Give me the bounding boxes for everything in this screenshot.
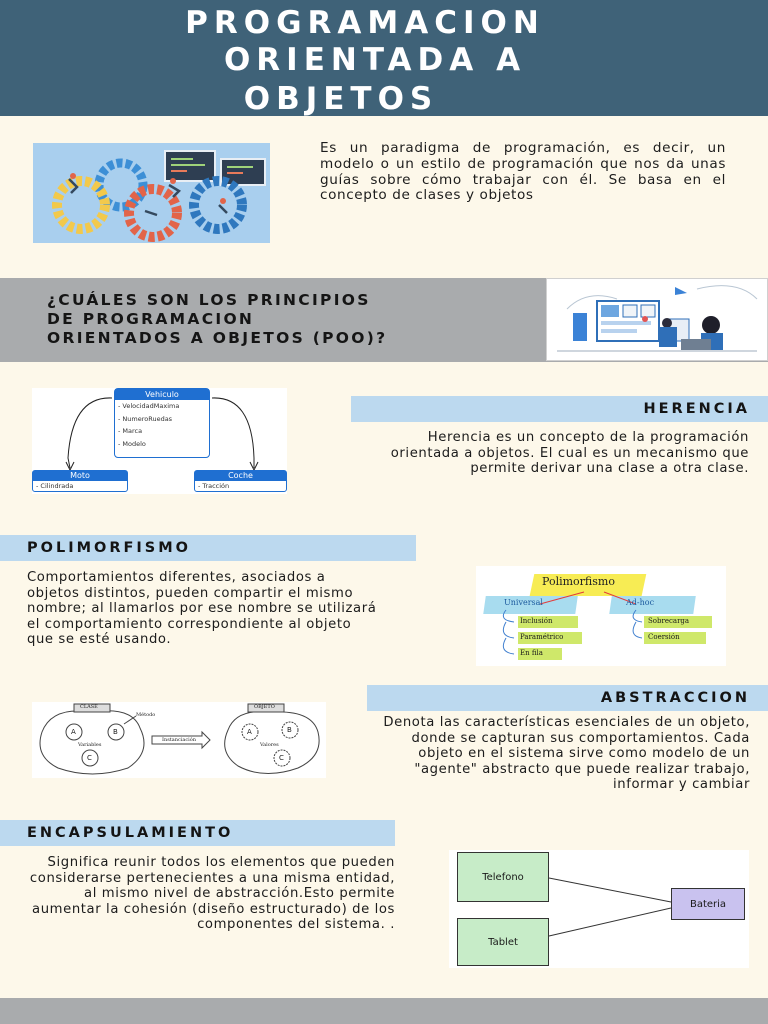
- page-title-line-1: PROGRAMACION: [185, 5, 545, 41]
- abstraction-values-label: Valores: [260, 742, 279, 748]
- abstraction-variables-label: Variables: [78, 742, 102, 748]
- herencia-heading: HERENCIA: [643, 401, 750, 417]
- abstraccion-paragraph: Denota las características esenciales de un objeto, donde se capturan sus comportamientos. Cada objeto en el sistema sirve como modelo de un "agente" abstracto que puede realizar trabajo, informar y cambiar: [383, 715, 750, 792]
- polymorphism-adhoc: Ad-hoc: [626, 598, 655, 607]
- polimorfismo-heading: POLIMORFISMO: [27, 540, 192, 556]
- uml-class-moto: [32, 470, 128, 492]
- abstraction-objeto-label: OBJETO: [254, 704, 275, 710]
- principles-question-line-1: ¿CUÁLES SON LOS PRINCIPIOS: [47, 291, 371, 309]
- abstraction-node: C: [87, 754, 92, 762]
- abstraccion-heading-bar: [367, 685, 768, 711]
- encapsulation-box-telefono: Telefono: [457, 852, 549, 902]
- abstraction-node: A: [71, 728, 76, 736]
- polymorphism-item: Paramétrico: [520, 633, 564, 641]
- encapsulamiento-paragraph: Significa reunir todos los elementos que pueden considerarse pertenecientes a una misma entidad, al mismo nivel de abstracción.Esto permite aumentar la cohesión (diseño estructurado) de los componentes del sistema. .: [29, 855, 395, 932]
- encapsulation-box-tablet: Tablet: [457, 918, 549, 966]
- footer-bar: [0, 998, 768, 1024]
- encapsulamiento-heading: ENCAPSULAMIENTO: [27, 825, 234, 841]
- page-title-line-2: ORIENTADA A: [223, 42, 527, 78]
- developers-illustration: [546, 278, 768, 361]
- polymorphism-item: En fila: [520, 649, 543, 657]
- intro-paragraph: Es un paradigma de programación, es decir, un modelo o un estilo de programación que nos da unas guías sobre cómo trabajar con él. Se basa en el concepto de clases y objetos: [320, 140, 726, 204]
- principles-question: [47, 291, 527, 348]
- gears-illustration: [33, 143, 270, 243]
- abstraction-node: A: [247, 728, 252, 736]
- page-title-line-3: OBJETOS: [243, 81, 439, 117]
- abstraction-arrow-label: Instanciación: [162, 737, 196, 743]
- polimorfismo-paragraph: Comportamientos diferentes, asociados a objetos distintos, pueden compartir el mismo nombre; al llamarlos por ese nombre se utilizará el comportamiento correspondiente al objeto que se esté usando.: [27, 570, 377, 647]
- uml-class-coche-title: Coche: [195, 471, 286, 481]
- uml-attr: - Marca: [118, 427, 143, 435]
- polymorphism-item: Coersión: [648, 633, 680, 641]
- herencia-paragraph: Herencia es un concepto de la programación orientada a objetos. El cual es un mecanismo que permite derivar una clase a otra clase.: [390, 430, 749, 476]
- inheritance-diagram: [32, 388, 287, 494]
- abstraction-node: B: [287, 726, 292, 734]
- uml-attr: - NumeroRuedas: [118, 414, 173, 423]
- encapsulation-diagram: [449, 850, 749, 968]
- uml-class-vehiculo: [114, 388, 210, 458]
- uml-attr: - Cilindrada: [36, 482, 74, 490]
- abstraction-method-label: Método: [136, 712, 156, 718]
- uml-attr: - VelocidadMaxima: [118, 402, 180, 410]
- uml-class-coche: [194, 470, 287, 492]
- abstraction-clase-label: CLASE: [80, 704, 98, 710]
- polymorphism-item: Sobrecarga: [648, 617, 690, 625]
- herencia-heading-bar: [351, 396, 768, 422]
- encapsulamiento-heading-bar: [0, 820, 395, 846]
- page-header: [0, 0, 768, 116]
- polymorphism-universal: Universal: [504, 598, 543, 607]
- uml-attr: - Tracción: [198, 482, 230, 490]
- uml-attr: - Modelo: [118, 439, 146, 448]
- polymorphism-title: Polimorfismo: [542, 575, 615, 588]
- polimorfismo-heading-bar: [0, 535, 416, 561]
- encapsulation-box-bateria: Bateria: [671, 888, 745, 920]
- principles-question-line-3: ORIENTADOS A OBJETOS (POO)?: [47, 329, 388, 347]
- polymorphism-item: Inclusión: [520, 617, 553, 625]
- abstraccion-heading: ABSTRACCION: [600, 690, 750, 706]
- principles-question-line-2: DE PROGRAMACION: [47, 310, 255, 328]
- abstraction-diagram: [32, 702, 326, 778]
- abstraction-node: C: [279, 754, 284, 762]
- uml-class-moto-title: Moto: [33, 471, 127, 481]
- abstraction-node: B: [113, 728, 118, 736]
- uml-class-vehiculo-title: Vehiculo: [115, 389, 209, 400]
- polymorphism-diagram: [476, 566, 726, 666]
